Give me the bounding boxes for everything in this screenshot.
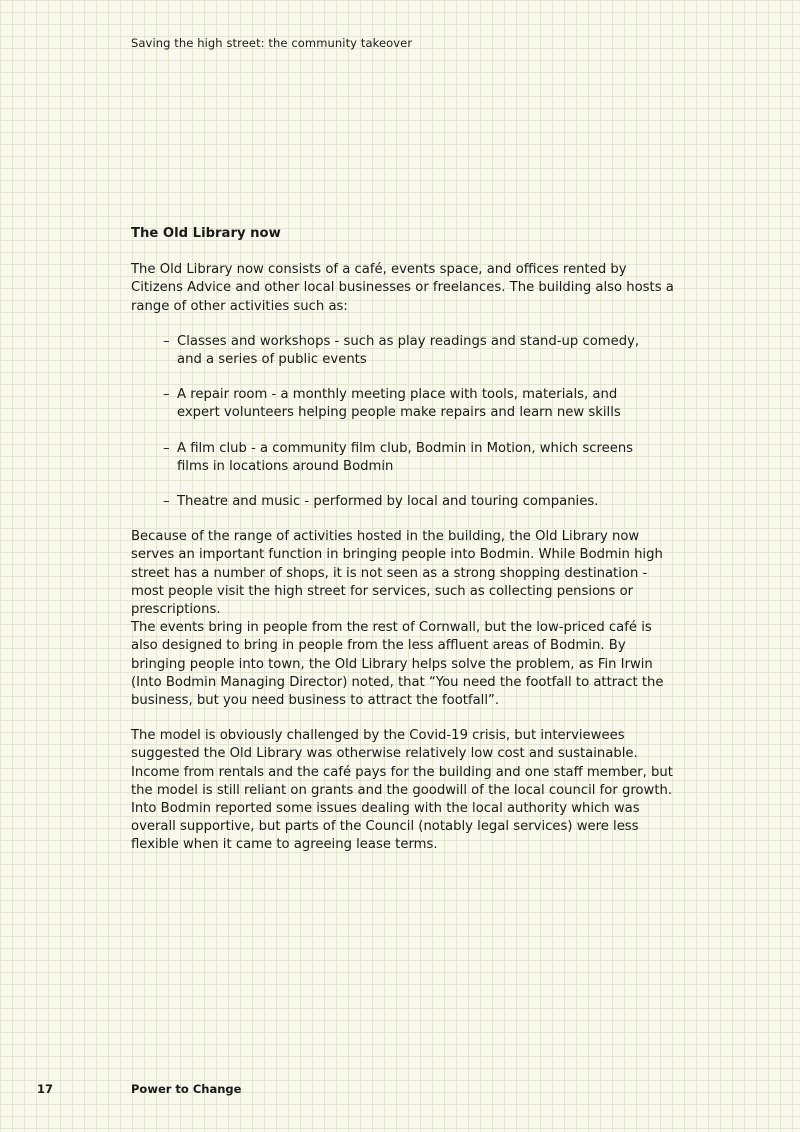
list-item (163, 493, 653, 511)
dash-bullet: – (163, 333, 170, 349)
list-item-text: Theatre and music - performed by local and touring companies. (177, 494, 599, 510)
list-item (163, 333, 653, 369)
page-number: 17 (37, 1082, 54, 1096)
body-paragraph-1-part-b: The events bring in people from the rest of Cornwall, but the low-priced café is also designed to bring in people from the less affluent areas of Bodmin. By bringing people into town, the Old Library helps solve the problem, as Fin Irwin (Into Bodmin Managing Director) noted, that “You need the footfall to attract the business, but you need business to attract the footfall”. (131, 620, 664, 709)
section-heading: The Old Library now (131, 226, 281, 241)
list-item (163, 440, 653, 476)
dash-bullet: – (163, 387, 170, 403)
body-paragraph-1-part-a: Because of the range of activities hosted in the building, the Old Library now serves an important function in bringing people into Bodmin. While Bodmin high street has a number of shops, it is not seen as a strong shopping destination - most people visit the high street for services, such as collecting pensions or prescriptions. (131, 529, 663, 618)
activities-list (163, 333, 653, 511)
body-paragraph-1 (131, 528, 676, 710)
list-item (163, 386, 653, 422)
main-content (131, 225, 676, 872)
dash-bullet: – (163, 440, 170, 456)
body-paragraph-2: The model is obviously challenged by the Covid-19 crisis, but interviewees suggested the Old Library was otherwise relatively low cost and sustainable. Income from rentals and the café pays for the building and one staff member, but the model is still reliant on grants and the goodwill of the local council for growth. Into Bodmin reported some issues dealing with the local authority which was overall supportive, but parts of the Council (notably legal services) were less flexible when it came to agreeing lease terms. (131, 728, 673, 853)
dash-bullet: – (163, 494, 170, 510)
list-item-text: A repair room - a monthly meeting place with tools, materials, and expert volunteers helping people make repairs and learn new skills (177, 387, 621, 421)
list-item-text: Classes and workshops - such as play readings and stand-up comedy, and a series of public events (177, 333, 640, 368)
publication-name: Power to Change (131, 1082, 242, 1096)
running-header: Saving the high street: the community takeover (131, 36, 413, 50)
list-item-text: A film club - a community film club, Bodmin in Motion, which screens films in locations around Bodmin (177, 440, 634, 474)
intro-paragraph: The Old Library now consists of a café, events space, and offices rented by Citizens Advice and other local businesses or freelances. The building also hosts a range of other activities such as: (131, 262, 674, 314)
